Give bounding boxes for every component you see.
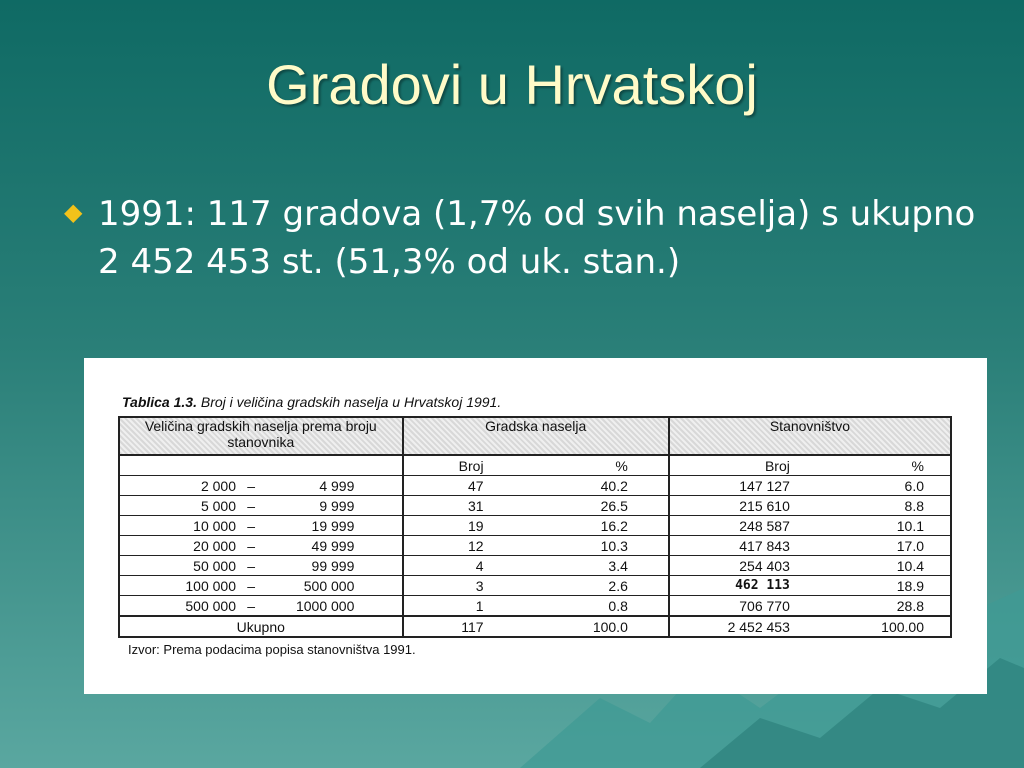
caption-label: Tablica 1.3. (122, 394, 197, 410)
range-to: 9 999 (319, 497, 355, 514)
count-cell: 47 (467, 477, 484, 494)
pop-pct-cell: 6.0 (904, 477, 924, 494)
header-population: Stanovništvo (669, 417, 951, 455)
range-to: 4 999 (319, 477, 355, 494)
count-pct-cell: 10.3 (600, 537, 628, 554)
range-separator: – (247, 517, 256, 534)
table-image-panel (84, 358, 987, 694)
pop-pct-cell: 17.0 (896, 537, 924, 554)
range-from: 500 000 (185, 597, 236, 614)
range-from: 10 000 (193, 517, 236, 534)
range-from: 2 000 (200, 477, 236, 494)
table-caption (122, 394, 501, 410)
range-from: 100 000 (185, 577, 236, 594)
diamond-bullet-icon: ◆ (64, 199, 83, 226)
table-row (119, 516, 951, 536)
count-cell: 12 (467, 537, 484, 554)
pop-cell: 254 403 (739, 557, 790, 574)
total-pop: 2 452 453 (727, 618, 790, 635)
range-to: 19 999 (311, 517, 355, 534)
table-source-note: Izvor: Prema podacima popisa stanovništva 1991. (128, 642, 416, 657)
bullet-text: 1991: 117 gradova (1,7% od svih naselja) s ukupno 2 452 453 st. (51,3% od uk. stan.) (98, 194, 976, 282)
bullet-item (64, 190, 984, 286)
pop-cell: 147 127 (739, 477, 790, 494)
table-total-row (119, 616, 951, 637)
subheader-settlements (403, 455, 669, 476)
caption-text: Broj i veličina gradskih naselja u Hrvatskoj 1991. (200, 394, 502, 410)
range-separator: – (247, 577, 256, 594)
count-cell: 3 (475, 577, 484, 594)
pop-cell: 215 610 (739, 497, 790, 514)
range-separator: – (247, 477, 256, 494)
range-to: 1000 000 (295, 597, 355, 614)
table-row (119, 536, 951, 556)
range-from: 20 000 (193, 537, 236, 554)
table-row (119, 576, 951, 596)
count-pct-cell: 0.8 (608, 597, 628, 614)
table-row (119, 596, 951, 617)
header-settlements: Gradska naselja (403, 417, 669, 455)
table-row (119, 556, 951, 576)
count-pct-cell: 2.6 (608, 577, 628, 594)
pop-pct-cell: 18.9 (896, 577, 924, 594)
total-count: 117 (461, 618, 484, 635)
pop-cell: 417 843 (739, 537, 790, 554)
range-to: 99 999 (311, 557, 355, 574)
range-to: 500 000 (303, 577, 355, 594)
range-separator: – (247, 557, 256, 574)
subheader-pop-pct: % (911, 457, 924, 474)
pop-cell: 248 587 (739, 517, 790, 534)
range-to: 49 999 (311, 537, 355, 554)
total-label: Ukupno (236, 618, 285, 635)
range-separator: – (247, 597, 256, 614)
subheader-count: Broj (458, 457, 484, 474)
header-range: Veličina gradskih naselja prema broju stanovnika (119, 417, 403, 455)
count-cell: 19 (467, 517, 484, 534)
table-row (119, 476, 951, 496)
count-cell: 31 (467, 497, 484, 514)
city-size-table (118, 416, 952, 638)
range-separator: – (247, 497, 256, 514)
subheader-count-pct: % (615, 457, 628, 474)
count-pct-cell: 16.2 (600, 517, 628, 534)
range-from: 50 000 (193, 557, 236, 574)
total-count-pct: 100.0 (592, 618, 628, 635)
subheader-pop: Broj (764, 457, 790, 474)
pop-cell-handwritten: 462 113 (735, 577, 790, 593)
count-pct-cell: 26.5 (600, 497, 628, 514)
pop-pct-cell: 28.8 (896, 597, 924, 614)
range-separator: – (247, 537, 256, 554)
table-row (119, 496, 951, 516)
count-cell: 4 (475, 557, 484, 574)
subheader-population (669, 455, 951, 476)
range-from: 5 000 (200, 497, 236, 514)
pop-pct-cell: 10.1 (896, 517, 924, 534)
count-cell: 1 (475, 597, 484, 614)
slide-title: Gradovi u Hrvatskoj (266, 53, 758, 116)
pop-cell: 706 770 (739, 597, 790, 614)
subheader-blank (119, 455, 403, 476)
pop-pct-cell: 10.4 (896, 557, 924, 574)
count-pct-cell: 40.2 (600, 477, 628, 494)
count-pct-cell: 3.4 (608, 557, 628, 574)
total-pop-pct: 100.00 (881, 618, 924, 635)
pop-pct-cell: 8.8 (904, 497, 924, 514)
